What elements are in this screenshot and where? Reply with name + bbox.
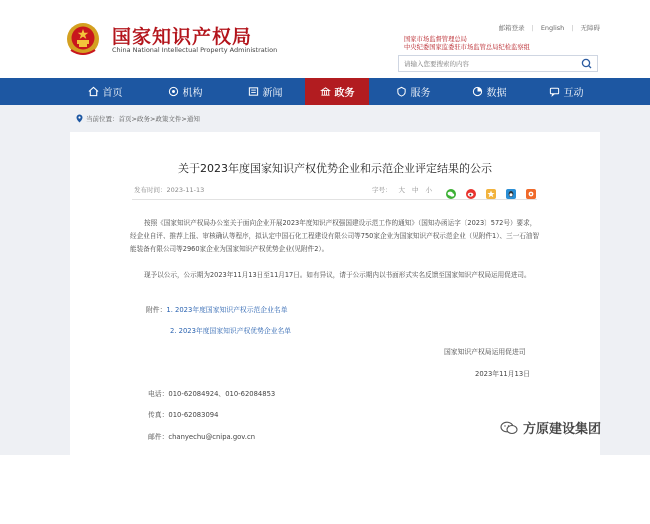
signature-org: 国家知识产权局运用促进司 (444, 348, 526, 356)
nav-label-service: 服务 (410, 88, 431, 99)
divider (132, 199, 537, 200)
notice-paragraph-1: 按照《国家知识产权局办公室关于面向企业开展2023年度知识产权强国建设示范工作的通知》（国知办函运字〔2023〕572号）要求，经企业自评、推荐上报、审核确认等程序，拟认定中国石化工程建设有限公司等750家企业为国家知识产权示范企业（见附件1）、三一石油智能装备有限公司等2960家企业为国家知识产权优势企业(见附件2）。 (130, 219, 540, 253)
article-title: 关于2023年度国家知识产权优势企业和示范企业评定结果的公示 (178, 162, 492, 175)
english-link[interactable]: English (540, 24, 565, 32)
nav-item-government[interactable] (305, 78, 369, 105)
breadcrumb-text[interactable]: 当前位置：首页>政务>政策文件>通知 (86, 115, 200, 123)
more-share-icon[interactable] (526, 184, 536, 194)
nav-label-data: 数据 (486, 88, 507, 99)
service-icon (396, 86, 407, 97)
attachment-2-link[interactable]: 2. 2023年度国家知识产权优势企业名单 (170, 327, 292, 335)
font-size-small[interactable]: 小 (425, 186, 432, 194)
notice-paragraph-2: 现予以公示，公示期为2023年11月13日至11月17日。如有异议，请于公示期内以书面形式实名反馈至国家知识产权局运用促进司。 (144, 271, 531, 279)
top-links: 邮箱登录 | English | 无障碍 (498, 24, 600, 32)
nav-item-institution[interactable] (145, 78, 225, 105)
nav-label-interaction: 互动 (563, 88, 584, 99)
data-icon (472, 86, 483, 97)
qq-share-icon[interactable] (506, 184, 516, 194)
watermark-text: 方原建设集团 (523, 422, 602, 437)
attachment-1-link[interactable]: 1. 2023年度国家知识产权示范企业名单 (166, 306, 288, 314)
share-bar (446, 184, 536, 194)
nav-item-data[interactable] (457, 78, 521, 105)
signature-date: 2023年11月13日 (475, 370, 530, 378)
publish-date: 发布时间：2023-11-13 (134, 186, 205, 194)
wechat-share-icon[interactable] (446, 184, 456, 194)
regulator-link[interactable]: 国家市场监督管理总局 (404, 36, 467, 43)
nav-label-institution: 机构 (182, 88, 203, 99)
government-icon (320, 86, 331, 97)
mailbox-login-link[interactable]: 邮箱登录 (498, 24, 525, 32)
attachment-label: 附件： (146, 306, 167, 314)
search-input[interactable] (399, 56, 584, 71)
site-subtitle: China National Intellectual Property Administration (112, 46, 278, 54)
news-icon (248, 86, 259, 97)
article-panel (70, 132, 600, 455)
location-pin-icon (76, 114, 83, 123)
site-header (0, 0, 650, 78)
nav-label-home: 首页 (102, 88, 123, 99)
font-size-medium[interactable]: 中 (412, 186, 419, 194)
qzone-share-icon[interactable] (486, 184, 496, 194)
site-title: 国家知识产权局 (112, 26, 253, 48)
search-box (398, 55, 598, 72)
wechat-icon (500, 421, 518, 435)
interaction-icon (549, 86, 560, 97)
search-icon[interactable] (577, 56, 597, 71)
font-size-label: 字号： (372, 186, 392, 194)
watermark (500, 418, 601, 437)
nav-item-news[interactable] (225, 78, 305, 105)
main-nav (0, 78, 650, 105)
breadcrumb (76, 114, 200, 123)
nav-label-news: 新闻 (262, 88, 283, 99)
nav-label-government: 政务 (334, 88, 355, 99)
home-icon (88, 86, 99, 97)
weibo-share-icon[interactable] (466, 184, 476, 194)
nav-item-service[interactable] (369, 78, 457, 105)
contact-phone: 电话：010-62084924、010-62084853 (148, 390, 276, 398)
contact-fax: 传真：010-62083094 (148, 411, 219, 419)
institution-icon (168, 86, 179, 97)
national-emblem-icon (66, 22, 100, 56)
nav-item-interaction[interactable] (521, 78, 611, 105)
font-size-control (372, 185, 439, 194)
attachment-1 (146, 304, 288, 314)
nav-item-home[interactable] (65, 78, 145, 105)
contact-email: 邮件：chanyechu@cnipa.gov.cn (148, 433, 256, 441)
font-size-large[interactable]: 大 (398, 186, 405, 194)
accessibility-link[interactable]: 无障碍 (580, 24, 600, 32)
discipline-inspection-link[interactable]: 中央纪委国家监委驻市场监管总局纪检监察组 (404, 44, 530, 51)
